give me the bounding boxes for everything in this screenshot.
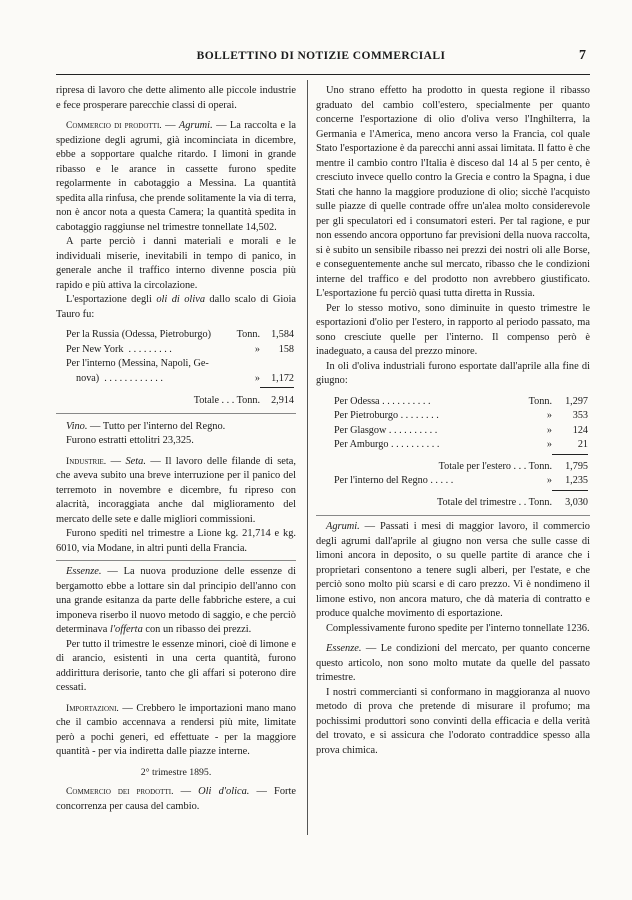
- right-column: [316, 84, 590, 758]
- topic-essenze-right: Essenze.: [326, 643, 362, 654]
- separator: [56, 413, 296, 414]
- left-column: [56, 84, 296, 814]
- separator: [316, 515, 590, 516]
- table-row: Per l'interno (Messina, Napoli, Ge-: [66, 358, 209, 369]
- topic-vino: Vino.: [66, 420, 88, 432]
- paragraph-intro: ripresa di lavoro che dette alimento alle piccole industrie e fece prosperare parecchie classi di operai.: [56, 85, 296, 111]
- topic-essenze: Essenze.: [66, 566, 102, 577]
- paragraph-seta: Industrie. — Seta. — Il lavoro delle filande di seta, che aveva subito una breve interruzione per il panico del terremoto in novembre e dicembre, fu ripreso con alacrità, incoraggiata anche dal miglioramento del mercato delle sete e dalle migliori commissioni.: [56, 455, 296, 525]
- page-header: [56, 48, 586, 68]
- topic-oli: oli di oliva: [156, 294, 206, 305]
- section-heading-2-trimestre: 2° trimestre 1895.: [140, 766, 212, 778]
- separator: [56, 560, 296, 561]
- paragraph-danni: A parte perciò i danni materiali e morali e le individuali miserie, inevitabili in tempo di panico, in generale anche il traffico interno divenne poscia più rapido e più attiva la circolazione.: [56, 236, 296, 291]
- table-total-row: Totale del trimestre . . Tonn. 3,030: [437, 496, 588, 508]
- topic-agrumi: Agrumi.: [178, 120, 213, 131]
- paragraph-essenze-right: Essenze. — Le condizioni del mercato, per quanto concerne questo articolo, non sono molto mutate da quelle del passato trimestre.: [316, 643, 590, 683]
- topic-seta: Seta.: [125, 455, 146, 467]
- paragraph-vino-2: Furono estratti ettolitri 23,325.: [66, 435, 194, 446]
- column-divider: [307, 80, 308, 835]
- paragraph-importazioni: Importazioni. — Crebbero le importazioni mano mano che il cambio accennava a rendersi più mite, limitate però a pochi generi, ed effettuate - per la maggiore quantità - per via indiretta dalle piazze interne.: [56, 702, 296, 757]
- table-subtotal-row: Totale per l'estero . . . Tonn. 1,795: [438, 460, 588, 472]
- agrumi-text: — La raccolta e la spedizione degli agrumi, già incominciata in dicembre, ebbe a sopportare qualche ritardo. I limoni in grande ribasso e le arance in cassette furono spedite regolarmente in cabotaggio a Messina. La quantità spedita alla rinfusa, che prende solitamente la via di terra, non è ancor nota a questa Camera; la quantità spedita in cabotaggio raggiunse nel trimestre tonnellate 14,502.: [56, 120, 296, 233]
- paragraph-stesso-motivo: Per lo stesso motivo, sono diminuite in questo trimestre le esportazioni d'olio per l'estero, in rapporto al periodo passato, ma sono cresciute quelle per l'interno. Il compenso però è inadeguato, a causa del prezzo minore.: [316, 302, 590, 357]
- paragraph-commercianti: I nostri commercianti si conformano in maggioranza al nuovo metodo di prova che pretende di misurare il profumo; ma pochissimi produttori sono convinti della efficacia e della verità del trovato, e si assicura che l'odorato contraddice spesso alla prova chimica.: [316, 686, 590, 756]
- header-rule: [56, 74, 590, 75]
- paragraph-cambio: Uno strano effetto ha prodotto in questa regione il ribasso graduato del cambio coll'estero, specialmente per quanto concerne l'esportazione di olio d'oliva verso l'Inghilterra, la Germania e l'America, meno ancora verso la Francia, col quale Stato l'esportazione è da parecchi anni assai limitata. Il fatto è che mentre il cambio contro l'Italia è disceso dal 14 al 5 per cento, è cresciuto invece quello contro la Grecia e contro la Spagna, i due Stati che hanno la maggiore produzione di olio; sicchè l'acquisto sulle piazze di quelle contrade offre un'alea molto considerevole per gli speculatori ed i consumatori esteri. Per tal ragione, e pur non essendo ancora opportuno far previsioni della nuova raccolta, si è subito un sensibile ribasso nei prezzi dei nostri oli alle Borse, e conseguentemente anche sul mercato, ribasso che le condizioni interne del traffico e del prodotto non avrebbero giustificato. L'esportazione fu perciò quasi tutta diretta in Russia.: [316, 85, 590, 299]
- paragraph-agrumi-2: Agrumi. — Passati i mesi di maggior lavoro, il commercio degli agrumi dall'aprile al giugno non versa che sulle casse di limoni ancora in deposito, o su quelle partite di arance che i proprietari consentono a tenere sugli alberi, per l'estate, e che perciò sono molto più scarsi e di caro prezzo. Vi è nondimeno il limone estivo, non ancora maturo, che dà materia di contratto e produce qualche movimento di esportazione.: [316, 521, 590, 619]
- section-label-importazioni: Importazioni.: [66, 702, 119, 714]
- paragraph-oli-intro: L'esportazione degli oli di oliva dallo scalo di Gioia Tauro fu:: [56, 294, 296, 320]
- table-row: Per l'interno del Regno . . . . . » 1,235: [334, 475, 588, 486]
- paragraph-complessivamente: Complessivamente furono spedite per l'interno tonnellate 1236.: [326, 622, 590, 634]
- paragraph-seta-2: Furono spediti nel trimestre a Lione kg. 21,714 e kg. 6010, via Modane, in altri punti della Francia.: [56, 528, 296, 554]
- paragraph-essenze-2: Per tutto il trimestre le essenze minori, cioè di limone e di arancio, esistenti in una certa quantità, furono addirittura derisorie, tanto che gli affari si poterono dire cessati.: [56, 638, 296, 693]
- paragraph-oli-industriali: In oli d'oliva industriali furono esportate dall'aprile alla fine di giugno:: [316, 360, 590, 386]
- table-row: Per la Russia (Odessa, Pietroburgo) Tonn. 1,584: [66, 329, 294, 340]
- paragraph-essenze: Essenze. — La nuova produzione delle essenze di bergamotto ebbe a lottare sin dal principio dell'anno con una grande esitanza da parte delle fabbriche estere, a cui imponeva riserbo il nuovo metodo di saggio, e che perciò determinava l'offerta con un ribasso dei prezzi.: [56, 566, 296, 635]
- oli-industriali-table: [334, 395, 588, 511]
- topic-agrumi-2: Agrumi.: [326, 521, 360, 532]
- topic-olio-2: Oli d'olica.: [198, 786, 250, 797]
- paragraph-olio-2: Commercio dei prodotti. — Oli d'olica. — Forte concorrenza per causa del cambio.: [56, 786, 296, 812]
- table-row: Per New York . . . . . . . . . » 158: [66, 343, 294, 355]
- page-number: 7: [579, 48, 586, 63]
- section-label-commercio: Commercio di prodotti.: [66, 120, 162, 131]
- table-row: Per Odessa . . . . . . . . . . Tonn. 1,297: [334, 395, 588, 407]
- table-row: Per Glasgow . . . . . . . . . . » 124: [334, 424, 588, 436]
- table-row: Per Amburgo . . . . . . . . . . » 21: [334, 439, 588, 450]
- oli-export-table: [66, 328, 294, 409]
- section-label-commercio-2: Commercio dei prodotti.: [66, 786, 174, 797]
- table-total-row: Totale . . . Tonn. 2,914: [193, 395, 294, 406]
- section-label-industrie: Industrie.: [66, 455, 107, 467]
- paragraph-vino: Vino. — Tutto per l'interno del Regno.: [66, 420, 226, 432]
- table-row: nova) . . . . . . . . . . . . » 1,172: [76, 372, 294, 384]
- running-title: BOLLETTINO DI NOTIZIE COMMERCIALI: [196, 50, 446, 62]
- paragraph-agrumi: Commercio di prodotti. — Agrumi. — La raccolta e la spedizione degli agrumi, già incominciata in dicembre, ebbe a sopportare qualche ritardo. I limoni in grande ribasso e le arance in cassette furono spedite regolarmente in cabotaggio a Messina. La quantità spedita alla rinfusa, che prende solitamente la via di terra, non è ancor nota a questa Camera; la quantità spedita in cabotaggio raggiunse nel trimestre tonnellate 14,502.: [56, 120, 296, 233]
- table-row: Per Pietroburgo . . . . . . . . » 353: [334, 410, 588, 421]
